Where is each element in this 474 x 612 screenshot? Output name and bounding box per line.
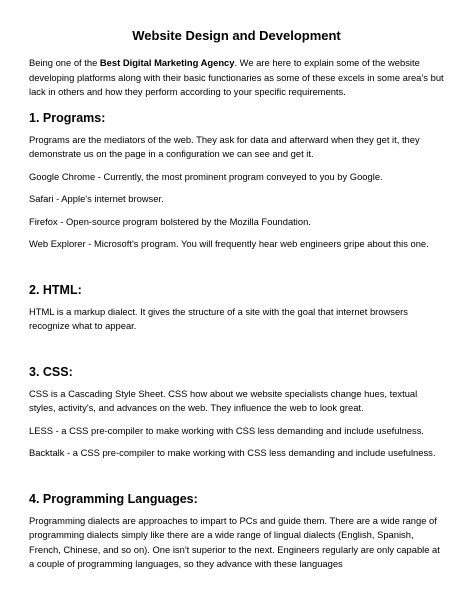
programs-paragraph-3: Safari - Apple's internet browser. bbox=[29, 193, 164, 204]
spacer bbox=[29, 260, 444, 282]
html-paragraph-1: HTML is a markup dialect. It gives the structure of a site with the goal that internet browsers recognize what to appear. bbox=[29, 305, 408, 331]
css-paragraph-1: CSS is a Cascading Style Sheet. CSS how about we website specialists change hues, textual styles, activity's, and advances on the web. They influence the web to look great. bbox=[29, 387, 418, 413]
section-heading-css: 3. CSS: bbox=[29, 364, 73, 379]
section-heading-programming-languages: 4. Programming Languages: bbox=[29, 491, 198, 506]
intro-bold-phrase: Best Digital Marketing Agency bbox=[99, 57, 235, 68]
intro-text-start: Being one of the bbox=[29, 57, 100, 68]
section-heading-programs: 1. Programs: bbox=[29, 110, 106, 125]
programming-languages-paragraph-1: Programming dialects are approaches to impart to PCs and guide them. There are a wide range of programming dialects simply like there are a wide range of lingual dialects (English, Spanish, French, Chinese, and so on). One isn't superior to the next. Engineers regularly are only capable at a couple of programming languages, so they advance with these languages bbox=[29, 514, 440, 569]
css-paragraph-2: LESS - a CSS pre-compiler to make working with CSS less demanding and include usefulness. bbox=[29, 424, 424, 436]
css-paragraph-3: Backtalk - a CSS pre-compiler to make working with CSS less demanding and include usefulness. bbox=[29, 447, 436, 458]
spacer bbox=[29, 469, 444, 491]
programs-paragraph-4: Firefox - Open-source program bolstered by the Mozilla Foundation. bbox=[29, 215, 311, 227]
intro-text-end: . We are here to explain some of the website developing platforms along with their basic functionaries as some of these excels in some area’s but lack in others and how they perform according to your specific requirements. bbox=[29, 57, 444, 97]
intro-paragraph bbox=[29, 56, 444, 100]
document-title: Website Design and Development bbox=[132, 28, 341, 43]
section-heading-html: 2. HTML: bbox=[29, 282, 82, 297]
programs-paragraph-1: Programs are the mediators of the web. They ask for data and afterward when they get it, they demonstrate us on the page in a configuration we can see and get it. bbox=[29, 133, 420, 159]
spacer bbox=[29, 342, 444, 364]
programs-paragraph-2: Google Chrome - Currently, the most prominent program conveyed to you by Google. bbox=[29, 170, 383, 182]
programs-paragraph-5: Web Explorer - Microsoft's program. You will frequently hear web engineers gripe about this one. bbox=[29, 238, 429, 249]
